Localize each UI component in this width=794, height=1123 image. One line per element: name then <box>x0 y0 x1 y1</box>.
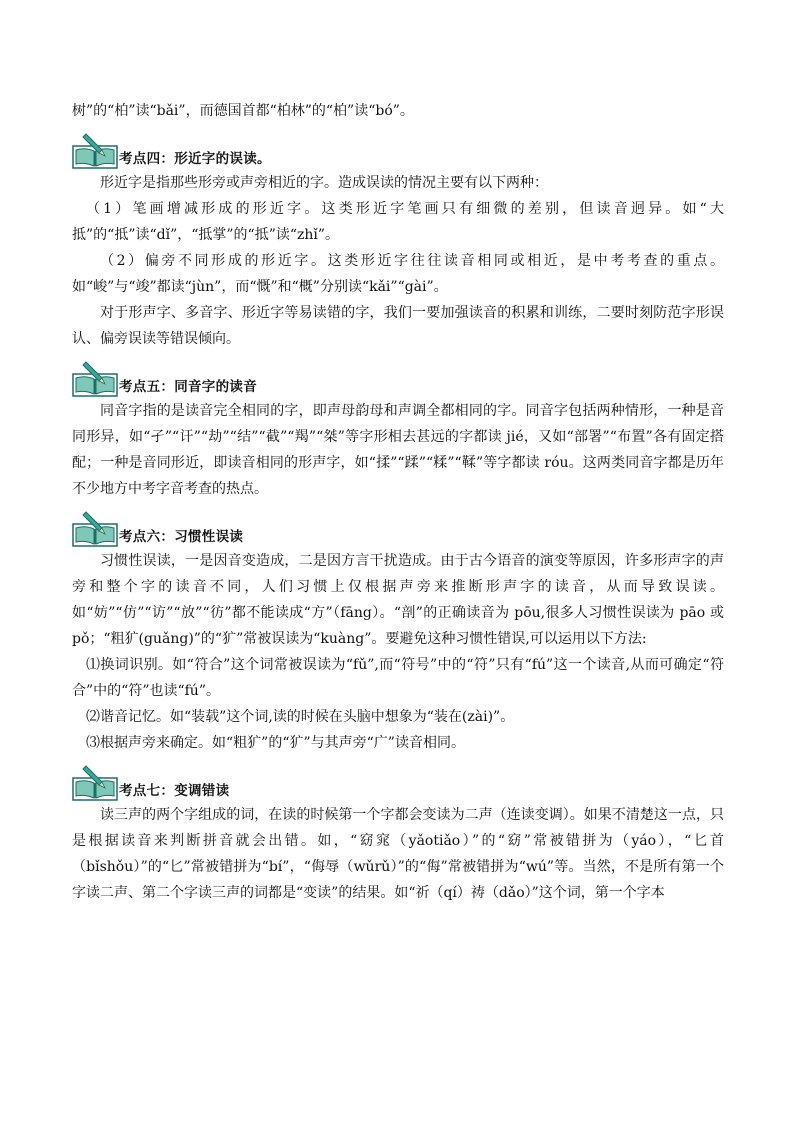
section-4-para-2: （1）笔画增减形成的形近字。这类形近字笔画只有细微的差别，但读音迥异。如“大抵”的“抵”读“dǐ”，“抵掌”的“抵”读“zhǐ”。 <box>72 201 724 243</box>
section-title-7: 考点七：变调错读 <box>119 783 230 799</box>
section-4-para-4: 对于形声字、多音字、形近字等易读错的字，我们一要加强读音的积累和训练，二要时刻防范字形误认、偏旁误读等错误倾向。 <box>72 305 724 347</box>
section-6-para-4: ⑶根据声旁来确定。如“粗犷”的“犷”与其声旁“广”读音相同。 <box>86 735 465 751</box>
section-header-6 <box>72 504 724 548</box>
section-5-para-1: 同音字指的是读音完全相同的字，即声母韵母和声调全都相同的字。同音字包括两种情形，一种是音同形异，如“孑”“讦”“劫”“结”“截”“羯”“桀”等字形相去甚远的字都读 jié，又如“部署”“布置”各有固定搭配；一种是音同形近，即读音相同的形声字，如“揉”“蹂”“糅”“鞣”等字都读 róu。这两类同音字都是历年不少地方中考字音考查的热点。 <box>72 403 724 497</box>
section-title-6: 考点六：习惯性误读 <box>119 529 244 545</box>
section-title-5: 考点五：同音字的读音 <box>119 379 257 395</box>
section-title-4: 考点四：形近字的误读。 <box>119 151 271 167</box>
section-header-5 <box>72 354 724 398</box>
section-4-para-1: 形近字是指那些形旁或声旁相近的字。造成误读的情况主要有以下两种： <box>100 175 548 191</box>
book-pencil-icon <box>72 508 118 548</box>
book-pencil-icon <box>72 358 118 398</box>
section-header-7 <box>72 758 724 802</box>
section-6-para-1: 习惯性误读，一是因音变造成，二是因方言干扰造成。由于古今语音的演变等原因，许多形声字的声旁和整个字的读音不同，人们习惯上仅根据声旁来推断形声字的读音，从而导致误读。如“妨”“仿”“访”“放”“彷”都不能读成“方”（fāng）。“剖”的正确读音为 pōu,很多人习惯性误读为 pāo 或 pǒ；“粗犷(guǎng)”的“犷”常被误读为“kuàng”。要避免这种习惯性错误,可以运用以下方法: <box>72 553 724 647</box>
document-page <box>72 98 724 906</box>
section-6-para-2: ⑴换词识别。如“符合”这个词常被误读为“fǔ”,而“符号”中的“符”只有“fú”这一个读音,从而可确定“符合”中的“符”也读“fú”。 <box>72 657 724 699</box>
section-header-4 <box>72 126 724 170</box>
section-6-para-3: ⑵谐音记忆。如“装载”这个词,读的时候在头脑中想象为“装在(zài)”。 <box>86 709 515 725</box>
book-pencil-icon <box>72 130 118 170</box>
section-4-para-3: （2）偏旁不同形成的形近字。这类形近字往往读音相同或相近，是中考考查的重点。如“峻”与“竣”都读“jùn”，而“慨”和“概”分别读“kǎi”“gài”。 <box>72 253 724 295</box>
section-7-para-1: 读三声的两个字组成的词，在读的时候第一个字都会变读为二声（连读变调）。如果不清楚这一点，只是根据读音来判断拼音就会出错。如，“窈窕（yǎotiǎo）”的“窈”常被错拼为（yáo），“匕首（bǐshǒu）”的“匕”常被错拼为“bí”，“侮辱（wǔrǔ）”的“侮”常被错拼为“wú”等。当然，不是所有第一个字读二声、第二个字读三声的词都是“变读”的结果。如“祈（qí）祷（dǎo）”这个词，第一个字本 <box>72 807 724 901</box>
intro-line: 树”的“柏”读“bǎi”，而德国首都“柏林”的“柏”读“bó”。 <box>72 103 414 119</box>
book-pencil-icon <box>72 762 118 802</box>
